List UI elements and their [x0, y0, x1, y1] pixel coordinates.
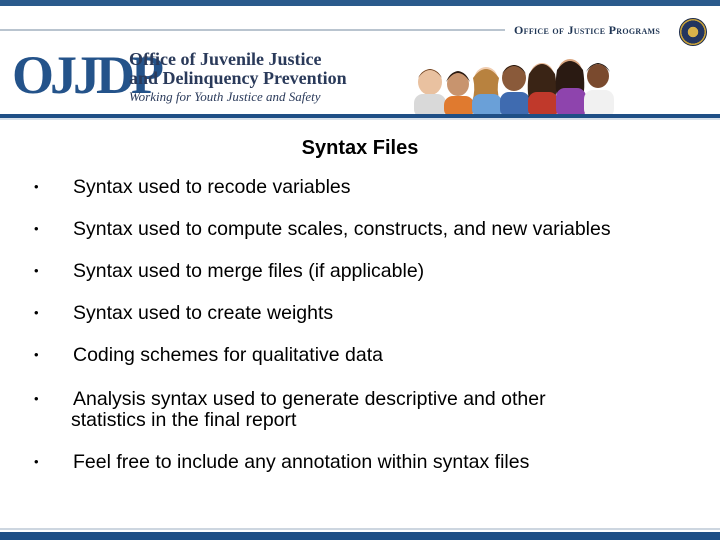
ojp-wordmark: Office of Justice Programs: [514, 23, 661, 37]
bullet-glyph: •: [34, 347, 39, 362]
ojjdp-logo-title: [129, 50, 347, 88]
header-banner: [0, 6, 720, 114]
bullet-glyph: •: [34, 305, 39, 320]
bullet-text-line-2: statistics in the final report: [71, 409, 297, 431]
bullet-glyph: •: [34, 179, 39, 194]
ojjdp-logo: OJJDP: [12, 45, 160, 105]
youth-figure: [444, 71, 474, 118]
bullet-text: Syntax used to recode variables: [73, 176, 351, 198]
youth-figure: [556, 59, 586, 118]
bullet-glyph: •: [34, 221, 39, 236]
youth-figure: [500, 65, 530, 118]
slide-title: Syntax Files: [301, 137, 419, 159]
logo-title-line-1: Office of Juvenile Justice: [129, 49, 322, 69]
logo-tagline: Working for Youth Justice and Safety: [129, 89, 321, 104]
footer-rule: [0, 532, 720, 540]
header-rule-accent: [0, 118, 720, 120]
doj-seal-icon: [679, 18, 707, 46]
youth-figure: [528, 63, 558, 118]
bullet-text: [73, 389, 693, 431]
youth-group-photo: [408, 42, 618, 118]
youth-figure: [414, 69, 446, 118]
logo-title-line-2: and Delinquency Prevention: [129, 68, 347, 88]
bullet-glyph: •: [34, 454, 39, 469]
youth-figure: [584, 63, 614, 118]
bullet-glyph: •: [34, 263, 39, 278]
bullet-text: Syntax used to merge files (if applicable): [73, 260, 425, 282]
footer-rule-accent: [0, 528, 720, 530]
bullet-text: Syntax used to create weights: [73, 302, 334, 324]
bullet-glyph: •: [34, 391, 39, 406]
bullet-text: Feel free to include any annotation within syntax files: [73, 451, 530, 473]
ojp-divider-line: [0, 29, 505, 31]
bullet-text-line-1: Analysis syntax used to generate descriptive and other: [73, 388, 546, 410]
youth-figure: [472, 67, 502, 118]
bullet-text: Syntax used to compute scales, constructs, and new variables: [73, 218, 611, 240]
bullet-text: Coding schemes for qualitative data: [73, 344, 384, 366]
